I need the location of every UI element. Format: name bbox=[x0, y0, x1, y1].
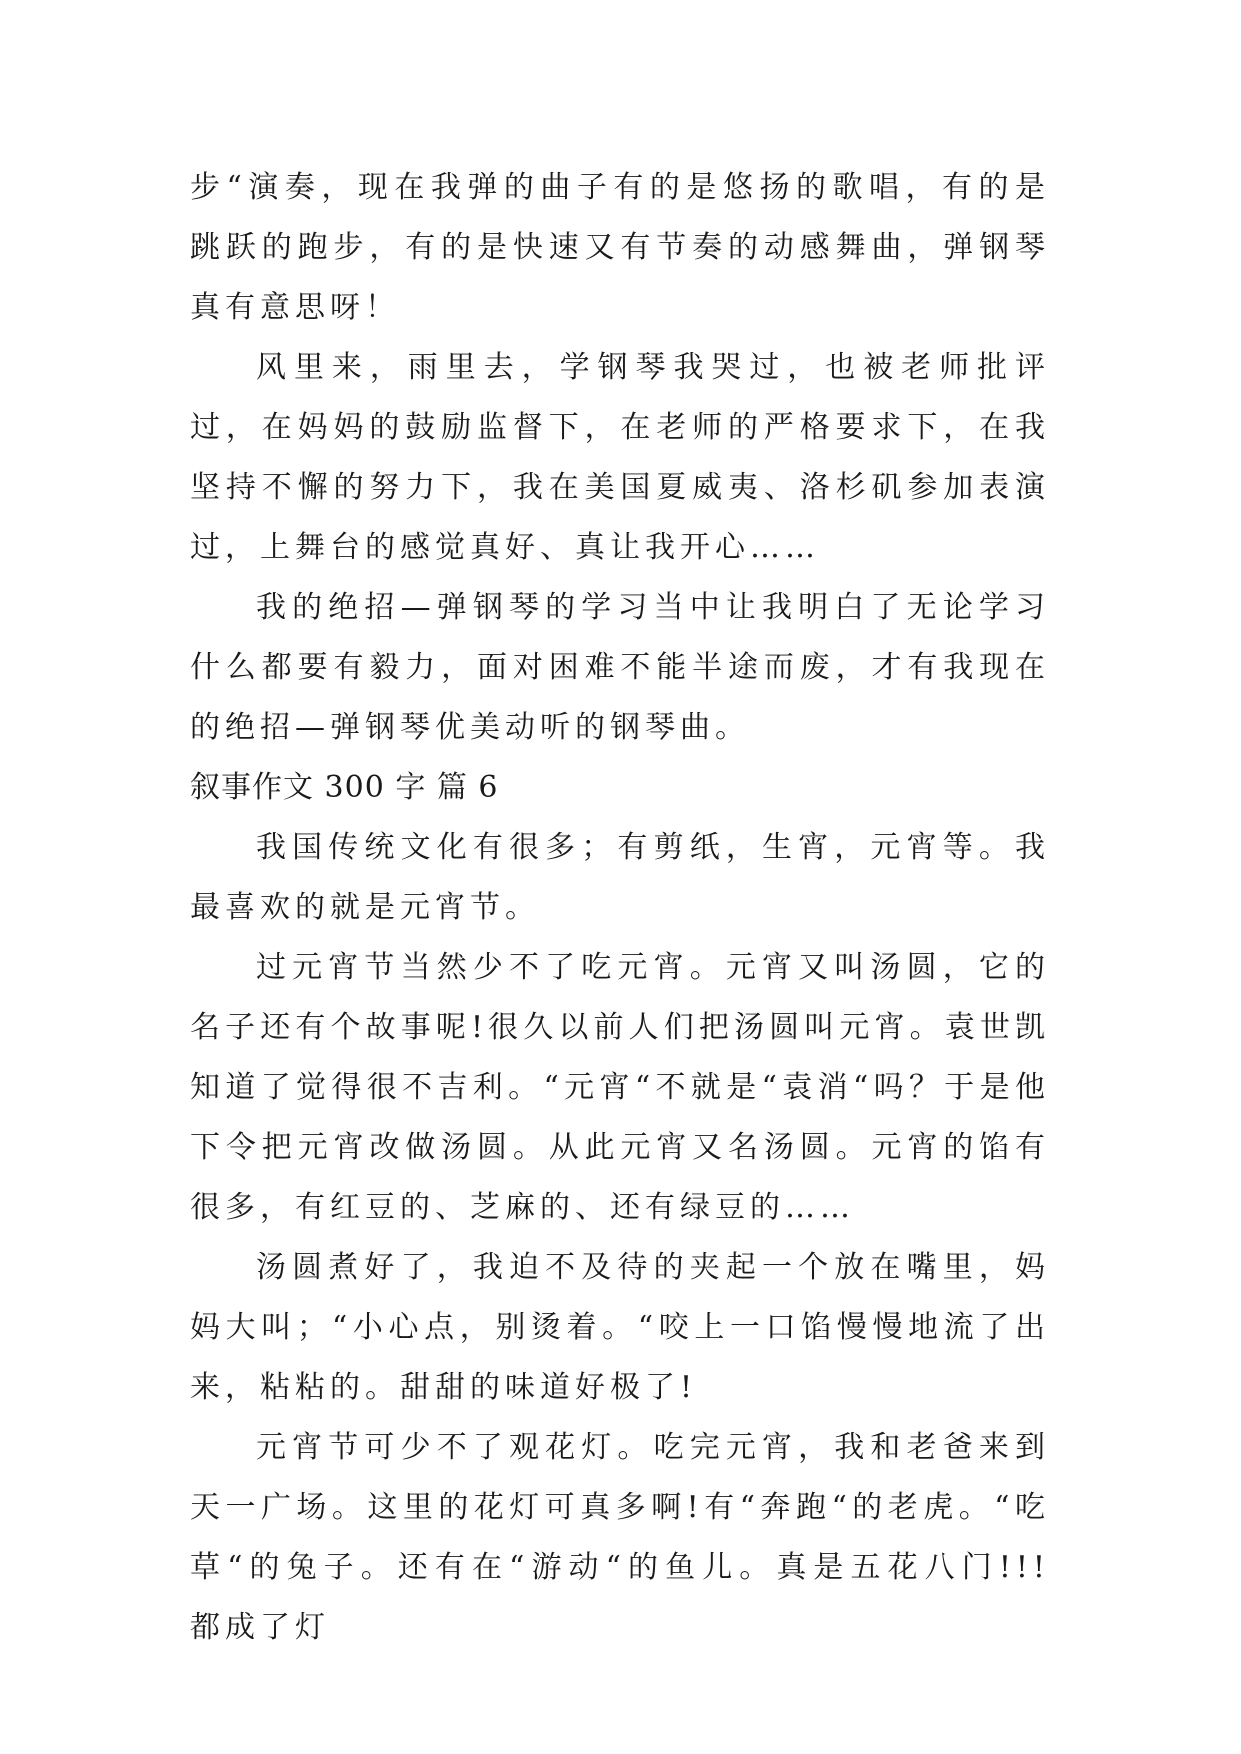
paragraph-piano-practice: 风里来，雨里去，学钢琴我哭过，也被老师批评过，在妈妈的鼓励监督下，在老师的严格要求下，在我坚持不懈的努力下，我在美国夏威夷、洛杉矶参加表演过，上舞台的感觉真好、真让我开心…… bbox=[190, 350, 1050, 565]
paragraph-piano-performance: 步“演奏，现在我弹的曲子有的是悠扬的歌唱，有的是跳跃的跑步，有的是快速又有节奏的动感舞曲，弹钢琴真有意思呀！ bbox=[190, 170, 1050, 325]
paragraph-traditional-culture: 我国传统文化有很多；有剪纸，生宵，元宵等。我最喜欢的就是元宵节。 bbox=[190, 830, 1050, 925]
section-heading: 叙事作文 300 字 篇 6 bbox=[190, 770, 499, 805]
paragraph-yuanxiao-story: 过元宵节当然少不了吃元宵。元宵又叫汤圆，它的名子还有个故事呢!很久以前人们把汤圆叫元宵。袁世凯知道了觉得很不吉利。“元宵“不就是“袁消“吗？于是他下令把元宵改做汤圆。从此元宵又名汤圆。元宵的馅有很多，有红豆的、芝麻的、还有绿豆的…… bbox=[190, 950, 1050, 1225]
paragraph-eating-tangyuan: 汤圆煮好了，我迫不及待的夹起一个放在嘴里，妈妈大叫；“小心点，别烫着。“咬上一口馅慢慢地流了出来，粘粘的。甜甜的味道好极了! bbox=[190, 1250, 1050, 1405]
document-body bbox=[190, 158, 1050, 1658]
paragraph-piano-lesson: 我的绝招—弹钢琴的学习当中让我明白了无论学习什么都要有毅力，面对困难不能半途而废，才有我现在的绝招—弹钢琴优美动听的钢琴曲。 bbox=[190, 590, 1050, 745]
paragraph-lanterns: 元宵节可少不了观花灯。吃完元宵，我和老爸来到天一广场。这里的花灯可真多啊!有“奔跑“的老虎。“吃草“的兔子。还有在“游动“的鱼儿。真是五花八门!!! 都成了灯 bbox=[190, 1430, 1050, 1645]
